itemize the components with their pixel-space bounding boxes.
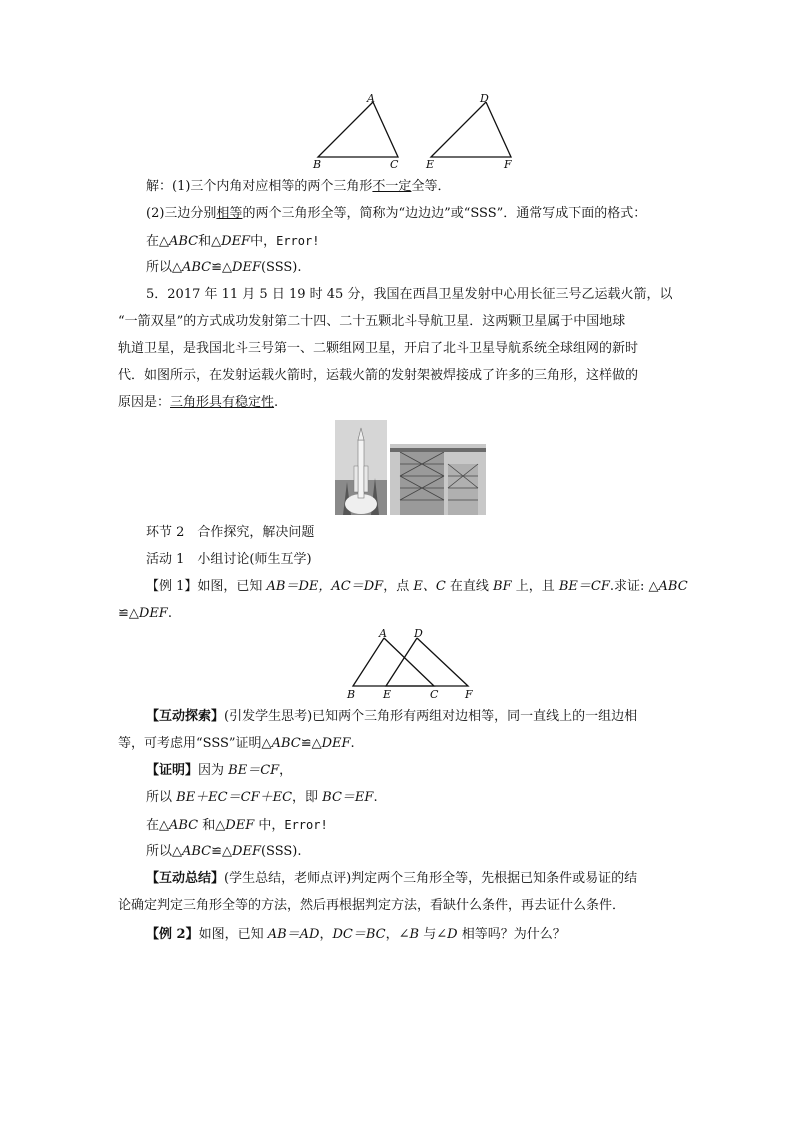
label-b: B [313, 158, 322, 170]
text: ， [279, 763, 293, 778]
math: E、C [413, 579, 446, 594]
math: AB＝DE，AC＝DF [266, 579, 384, 594]
summary-line-2: 论确定判定三角形全等的方法，然后再根据判定方法，看缺什么条件，再去证什么条件． [118, 898, 626, 913]
proof-line-2 [146, 789, 378, 807]
math: ABC [182, 260, 212, 275]
text: (SSS). [260, 844, 302, 859]
text: 与∠ [419, 927, 448, 942]
label-b: B [347, 688, 356, 700]
overlapping-triangles-figure [343, 628, 478, 700]
text: 所以 [146, 790, 177, 805]
solution-text: 解：(1)三个内角对应相等的两个三角形 [146, 179, 373, 194]
math: BF [493, 579, 512, 594]
answer-underlined: 相等 [216, 206, 243, 221]
launch-tower-photo [390, 444, 486, 515]
text: 和△ [198, 234, 222, 249]
explore-line-2 [118, 735, 355, 753]
math: DEF [321, 736, 351, 751]
example-1-line-2 [118, 605, 172, 623]
text: 相等吗？为什么？ [457, 927, 566, 942]
triangles-figure-abc-def [308, 92, 518, 170]
text: ，点 [383, 579, 414, 594]
triangle-def [431, 102, 511, 157]
math: ABC [182, 844, 212, 859]
text: 等，可考虑用“SSS”证明△ [118, 736, 272, 751]
example-1-line-1 [146, 578, 688, 596]
math: DEF [221, 234, 251, 249]
math: BE＋EC＝CF＋EC [176, 790, 293, 805]
math: DEF [225, 818, 255, 833]
text: 在直线 [445, 579, 494, 594]
text: 在△ [146, 234, 169, 249]
solution-line-3 [146, 232, 319, 251]
math: DEF [232, 844, 261, 859]
math: DC＝BC [332, 927, 386, 942]
solution-line-1 [146, 178, 450, 196]
text: 如图，已知 [198, 927, 268, 942]
label-c: C [430, 688, 439, 700]
text: ≌△ [118, 606, 139, 621]
math: BE＝CF [558, 579, 610, 594]
label-d: D [414, 628, 423, 640]
label-f: F [504, 158, 512, 170]
question-5-line-5 [118, 394, 278, 412]
text: . [373, 790, 378, 805]
math: B [409, 927, 420, 942]
example-2-heading: 【例 2】 [146, 927, 199, 942]
math: ABC [169, 818, 199, 833]
question-5-line-2: “一箭双星”的方式成功发射第二十四、二十五颗北斗导航卫星．这两颗卫星属于中国地球 [118, 314, 626, 329]
solution-text: (2)三边分别 [146, 206, 217, 221]
label-c: C [390, 158, 399, 170]
text: ， [319, 927, 333, 942]
section-title: 环节 2 合作探究，解决问题 [146, 525, 315, 540]
solution-text: 的两个三角形全等，简称为“边边边”或“SSS”．通常写成下面的格式： [242, 206, 647, 221]
summary-heading: 【互动总结】 [146, 871, 225, 886]
text: 在△ [146, 818, 169, 833]
text: ，∠ [385, 927, 410, 942]
text: 和△ [198, 818, 226, 833]
text: 上，且 [511, 579, 559, 594]
math: BC＝EF [322, 790, 374, 805]
math: DEF [232, 260, 261, 275]
triangle-abc [318, 102, 398, 157]
proof-line-3 [146, 816, 328, 835]
question-5-line-1: 5．2017 年 11 月 5 日 19 时 45 分，我国在西昌卫星发射中心用长征三号乙运载火箭，以 [146, 287, 673, 302]
text: ≌△ [211, 844, 233, 859]
label-a: A [367, 92, 375, 105]
text: . [274, 395, 279, 410]
proof-heading: 【证明】 [146, 763, 199, 778]
triangle-abc [353, 638, 434, 686]
text: 所以△ [146, 844, 182, 859]
text: 中， [254, 818, 285, 833]
label-a: A [379, 628, 387, 640]
solution-text: 全等． [411, 179, 451, 194]
text: 所以△ [146, 260, 182, 275]
math: DEF [138, 606, 168, 621]
text: 中， [250, 234, 277, 249]
solution-line-2 [146, 205, 646, 223]
text: .求证: △ [609, 579, 659, 594]
text: 原因是： [118, 395, 171, 410]
explore-heading: 【互动探索】 [146, 709, 225, 724]
math: BE＝CF [228, 763, 280, 778]
text: ≌△ [300, 736, 322, 751]
question-5-line-3: 轨道卫星，是我国北斗三号第一、二颗组网卫星，开启了北斗卫星导航系统全球组网的新时 [118, 341, 639, 356]
math: ABC [169, 234, 199, 249]
text: (引发学生思考)已知两个三角形有两组对边相等，同一直线上的一组边相 [224, 709, 638, 724]
summary-line-1 [146, 870, 637, 888]
proof-line-4 [146, 843, 302, 861]
text: . [350, 736, 355, 751]
label-d: D [480, 92, 489, 105]
answer-underlined: 三角形具有稳定性 [170, 395, 275, 410]
activity-title: 活动 1 小组讨论(师生互学) [146, 552, 312, 567]
answer-underlined: 不一定 [372, 179, 412, 194]
text: (SSS). [260, 260, 302, 275]
proof-line-1 [146, 762, 292, 780]
math: ABC [271, 736, 301, 751]
error-placeholder: Error! [276, 234, 320, 248]
label-f: F [465, 688, 473, 700]
explore-line-1 [146, 708, 637, 726]
math: ABC [658, 579, 688, 594]
math: AB＝AD [267, 927, 320, 942]
label-e: E [426, 158, 435, 170]
question-5-line-4: 代．如图所示，在发射运载火箭时，运载火箭的发射架被焊接成了许多的三角形，这样做的 [118, 368, 639, 383]
text: 【例 1】如图，已知 [146, 579, 267, 594]
text: 因为 [198, 763, 229, 778]
example-2-line-1 [146, 926, 566, 944]
text: . [167, 606, 172, 621]
text: ≌△ [211, 260, 233, 275]
error-placeholder: Error! [284, 818, 328, 832]
label-e: E [383, 688, 392, 700]
text: ，即 [292, 790, 323, 805]
text: (学生总结，老师点评)判定两个三角形全等，先根据已知条件或易证的结 [224, 871, 638, 886]
rocket-photo [335, 420, 387, 515]
math: D [447, 927, 458, 942]
solution-line-4 [146, 259, 302, 277]
